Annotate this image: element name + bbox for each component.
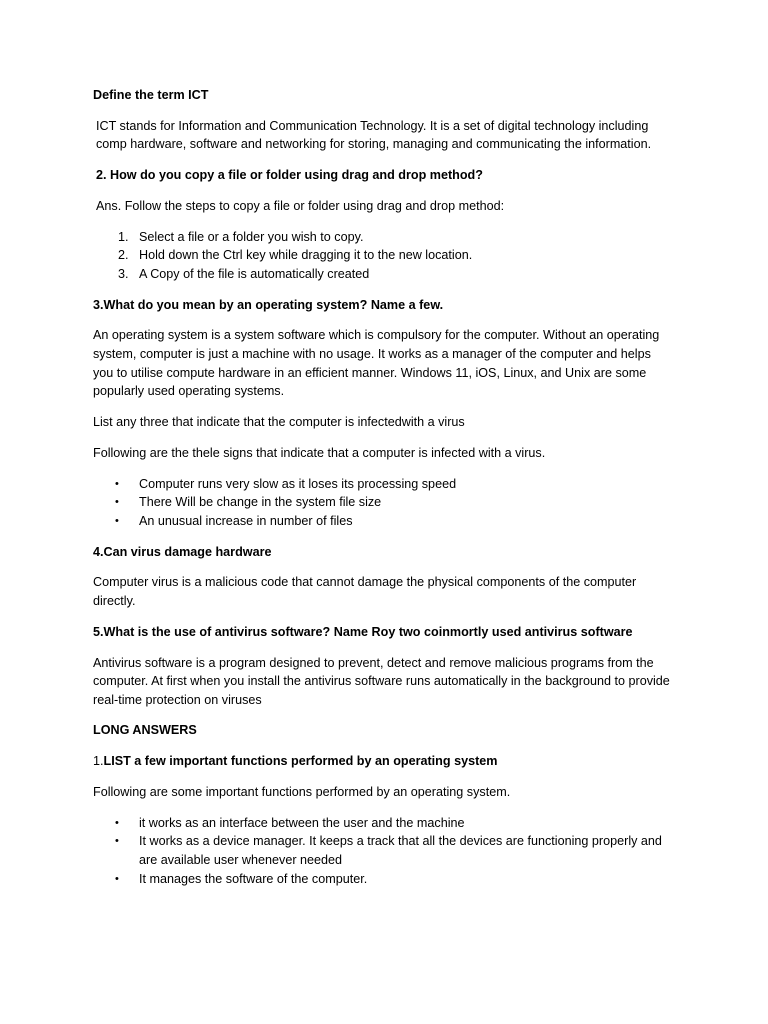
paragraph-operating-system: An operating system is a system software which is compulsory for the computer. Without an operating system, computer is just a machine with no usage. It works as a manager of the computer and helps you to utilise compute hardware in an efficient manner. Windows 11, iOS, Linux, and Unix are some popularly used operating systems.	[93, 328, 660, 399]
list-number: 2.	[118, 248, 129, 263]
question-title: LIST a few important functions performed by an operating system	[103, 754, 498, 769]
list-item	[93, 265, 672, 284]
list-item-text: It manages the software of the computer.	[139, 871, 368, 886]
heading-operating-system: 3.What do you mean by an operating system? Name a few.	[93, 297, 444, 312]
bullet-icon: •	[115, 816, 119, 829]
heading-virus-hardware: 4.Can virus damage hardware	[93, 544, 272, 559]
bullet-icon: •	[115, 835, 119, 848]
list-item-text: Select a file or a folder you wish to copy.	[139, 229, 364, 244]
paragraph-os-functions-intro: Following are some important functions performed by an operating system.	[93, 785, 511, 800]
list-item-text: Computer runs very slow as it loses its processing speed	[139, 476, 457, 491]
list-item	[93, 475, 672, 494]
heading-antivirus: 5.What is the use of antivirus software? Name Roy two coinmortly used antivirus software	[93, 624, 633, 639]
list-number: 1.	[118, 229, 129, 244]
paragraph-virus-intro: Following are the thele signs that indicate that a computer is infected with a virus.	[93, 445, 546, 460]
list-item-text: An unusual increase in number of files	[139, 513, 353, 528]
heading-define-ict: Define the term ICT	[93, 88, 209, 102]
paragraph-antivirus: Antivirus software is a program designed to prevent, detect and remove malicious programs from the computer. At first when you install the antivirus software runs automatically in the background to provide real-time protection on viruses	[93, 655, 670, 707]
question-virus-signs: List any three that indicate that the computer is infectedwith a virus	[93, 415, 465, 430]
os-functions-list	[93, 814, 672, 888]
list-item	[93, 870, 672, 889]
heading-copy-file: 2. How do you copy a file or folder using drag and drop method?	[96, 168, 483, 183]
virus-signs-list	[93, 475, 672, 531]
bullet-icon: •	[115, 514, 119, 527]
list-item-text: A Copy of the file is automatically created	[139, 266, 370, 281]
list-item	[93, 814, 672, 833]
list-item	[93, 832, 672, 869]
paragraph-copy-intro: Ans. Follow the steps to copy a file or folder using drag and drop method:	[96, 198, 505, 213]
question-number: 1.	[93, 754, 104, 769]
list-item	[93, 512, 672, 531]
heading-long-answers: LONG ANSWERS	[93, 723, 197, 738]
list-item-text: Hold down the Ctrl key while dragging it to the new location.	[139, 248, 473, 263]
list-item-text: it works as an interface between the user and the machine	[139, 815, 465, 830]
paragraph-ict-definition: ICT stands for Information and Communication Technology. It is a set of digital technology including comp hardware, software and networking for storing, managing and communicating the information.	[96, 118, 652, 152]
copy-steps-list	[93, 228, 672, 284]
list-item	[93, 246, 672, 265]
bullet-icon: •	[115, 496, 119, 509]
list-item	[93, 228, 672, 247]
list-number: 3.	[118, 266, 129, 281]
heading-os-functions	[93, 752, 672, 771]
list-item	[93, 493, 672, 512]
list-item-text: It works as a device manager. It keeps a track that all the devices are functioning properly and are available user whenever needed	[139, 834, 662, 867]
bullet-icon: •	[115, 477, 119, 490]
paragraph-virus-hardware: Computer virus is a malicious code that cannot damage the physical components of the computer directly.	[93, 575, 637, 608]
bullet-icon: •	[115, 872, 119, 885]
list-item-text: There Will be change in the system file size	[139, 495, 382, 510]
